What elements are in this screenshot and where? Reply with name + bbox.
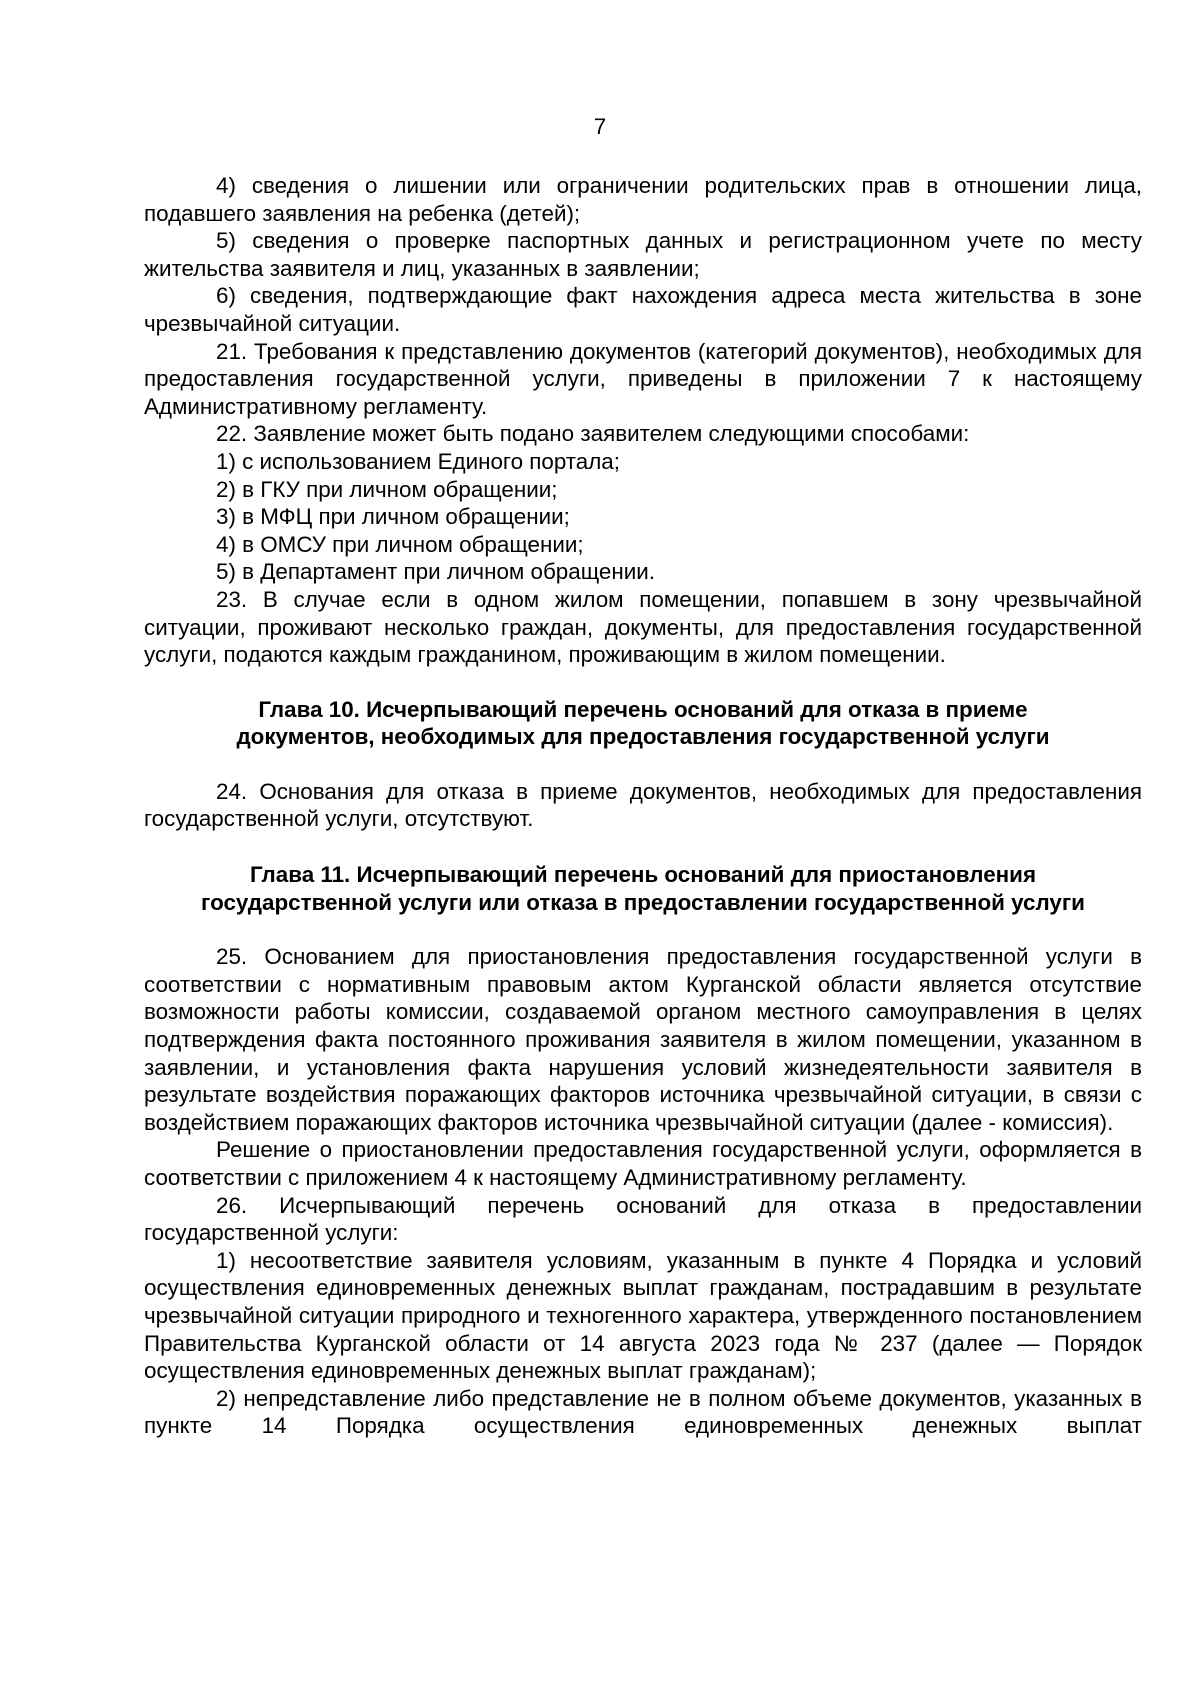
list-item-2: 2) в ГКУ при личном обращении; bbox=[216, 476, 558, 502]
list-item-1: 1) с использованием Единого портала; bbox=[216, 448, 620, 474]
chapter-11-heading bbox=[144, 861, 1142, 916]
paragraph-item-4: 4) сведения о лишении или ограничении родительских прав в отношении лица, подавшего заявления на ребенка (детей); bbox=[144, 173, 1142, 226]
paragraph-21: 21. Требования к представлению документов (категорий документов), необходимых для предоставления государственной услуги, приведены в приложении 7 к настоящему Административному регламенту. bbox=[144, 338, 1142, 419]
chapter-10-heading-line-1: Глава 10. Исчерпывающий перечень оснований для отказа в приеме bbox=[258, 696, 1028, 722]
paragraph-decision: Решение о приостановлении предоставления государственной услуги, оформляется в соответствии с приложением 4 к настоящему Административному регламенту. bbox=[144, 1137, 1142, 1190]
document-body bbox=[144, 172, 1142, 1440]
page-number: 7 bbox=[593, 114, 607, 139]
paragraph-24: 24. Основания для отказа в приеме документов, необходимых для предоставления государственной услуги, отсутствуют. bbox=[144, 778, 1142, 832]
paragraph-item-5: 5) сведения о проверке паспортных данных и регистрационном учете по месту жительства заявителя и лиц, указанных в заявлении; bbox=[144, 228, 1142, 281]
paragraph-22: 22. Заявление может быть подано заявителем следующими способами: bbox=[216, 421, 970, 447]
paragraph-23: 23. В случае если в одном жилом помещении, попавшем в зону чрезвычайной ситуации, проживают несколько граждан, документы, для предоставления государственной услуги, подаются каждым гражданином, проживающим в жилом помещении. bbox=[144, 586, 1142, 668]
list-item-4: 4) в ОМСУ при личном обращении; bbox=[216, 531, 584, 557]
chapter-10-heading-line-2: документов, необходимых для предоставления государственной услуги bbox=[236, 724, 1050, 750]
paragraph-26: 26. Исчерпывающий перечень оснований для отказа в предоставлении государственной услуги: bbox=[144, 1192, 1142, 1246]
reason-item-2: 2) непредставление либо представление не в полном объеме документов, указанных в пункте 14 Порядка осуществления единовременных денежных выплат bbox=[144, 1385, 1142, 1439]
list-item-3: 3) в МФЦ при личном обращении; bbox=[216, 504, 570, 530]
list-item-5: 5) в Департамент при личном обращении. bbox=[216, 559, 655, 585]
chapter-10-heading bbox=[144, 696, 1142, 751]
paragraph-item-6: 6) сведения, подтверждающие факт нахождения адреса места жительства в зоне чрезвычайной ситуации. bbox=[144, 283, 1142, 336]
chapter-11-heading-line-1: Глава 11. Исчерпывающий перечень оснований для приостановления bbox=[249, 862, 1037, 888]
reason-item-1: 1) несоответствие заявителя условиям, указанным в пункте 4 Порядка и условий осуществления единовременных денежных выплат гражданам, пострадавшим в результате чрезвычайной ситуации природного и техногенного характера, утвержденного постановлением Правительства Курганской области от 14 августа 2023 года № 237 (далее — Порядок осуществления единовременных денежных выплат гражданам); bbox=[144, 1247, 1142, 1384]
paragraph-25: 25. Основанием для приостановления предоставления государственной услуги в соответствии с нормативным правовым актом Курганской области является отсутствие возможности работы комиссии, создаваемой органом местного самоуправления в целях подтверждения факта постоянного проживания заявителя в жилом помещении, указанном в заявлении, и установления факта нарушения условий жизнедеятельности заявителя в результате воздействия поражающих факторов источника чрезвычайной ситуации, в связи с воздействием поражающих факторов источника чрезвычайной ситуации (далее - комиссия). bbox=[144, 944, 1142, 1135]
chapter-11-heading-line-2: государственной услуги или отказа в предоставлении государственной услуги bbox=[201, 889, 1085, 915]
